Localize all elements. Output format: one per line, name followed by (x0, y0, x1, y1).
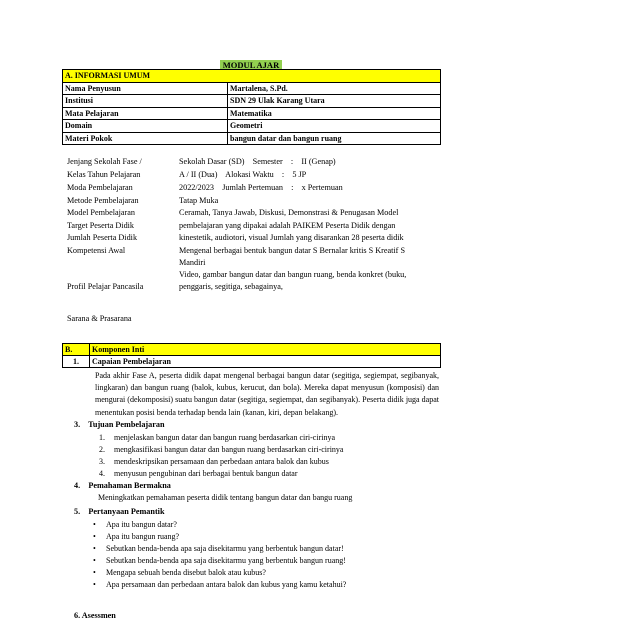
detail-label: Jenjang Sekolah Fase / (67, 157, 142, 166)
row-label: Materi Pokok (63, 132, 228, 145)
detail-value: 2022/2023 Jumlah Pertemuan : x Pertemuan (179, 183, 343, 192)
row-value: Martalena, S.Pd. (228, 82, 441, 95)
detail-value: Mandiri (179, 258, 206, 267)
list-item: Mengapa sebuah benda disebut balok atau kubus? (106, 568, 266, 577)
component-table (62, 343, 441, 368)
row-value: Geometri (228, 120, 441, 133)
list-item: Apa itu bangun ruang? (106, 532, 180, 541)
detail-label: Kelas Tahun Pelajaran (67, 170, 141, 179)
list-item: menyusun pengubinan dari berbagai bentuk bangun datar (114, 469, 298, 478)
bullet-icon: • (93, 520, 96, 529)
table-row (63, 107, 441, 120)
row-value: SDN 29 Ulak Karang Utara (228, 95, 441, 108)
table-row (63, 95, 441, 108)
row-label: Domain (63, 120, 228, 133)
detail-label: Moda Pembelajaran (67, 183, 133, 192)
detail-value: Ceramah, Tanya Jawab, Diskusi, Demonstrasi & Penugasan Model (179, 208, 399, 217)
bullet-icon: • (93, 556, 96, 565)
list-item: Apa itu bangun datar? (106, 520, 177, 529)
table-row (63, 120, 441, 133)
bullet-icon: • (93, 568, 96, 577)
detail-value: kinestetik, audiotori, visual Jumlah yang disarankan 28 peserta didik (179, 233, 404, 242)
list-num: 4. (99, 469, 105, 478)
detail-label: Target Peserta Didik (67, 221, 135, 230)
pemahaman-heading: 4. Pemahaman Bermakna (74, 481, 171, 490)
list-item: menjelaskan bangun datar dan bangun ruang berdasarkan ciri-cirinya (114, 433, 336, 442)
row-label: Institusi (63, 95, 228, 108)
detail-value: Sekolah Dasar (SD) Semester : II (Genap) (179, 157, 336, 166)
section-a-header: A. INFORMASI UMUM (63, 70, 441, 83)
bullet-icon: • (93, 544, 96, 553)
row-value: Matematika (228, 107, 441, 120)
row-value: bangun datar dan bangun ruang (228, 132, 441, 145)
table-row (63, 132, 441, 145)
bullet-icon: • (93, 532, 96, 541)
asesmen-heading: 6. Asessmen (74, 611, 116, 620)
row-label: Mata Pelajaran (63, 107, 228, 120)
list-item: Sebutkan benda-benda apa saja disekitarmu yang berbentuk bangun ruang! (106, 556, 346, 565)
detail-value: Mengenal berbagai bentuk bangun datar S Bernalar kritis S Kreatif S (179, 246, 405, 255)
pemahaman-text: Meningkatkan pemahaman peserta didik tentang bangun datar dan bangu ruang (98, 493, 353, 502)
list-num: 1. (99, 433, 105, 442)
list-num: 3. (99, 457, 105, 466)
list-num: 2. (99, 445, 105, 454)
section-b-num: B. (63, 344, 90, 356)
list-item: Sebutkan benda-benda apa saja disekitarmu yang berbentuk bangun datar! (106, 544, 344, 553)
sub-header: Capaian Pembelajaran (90, 356, 441, 368)
section-b-header: Komponen Inti (90, 344, 441, 356)
detail-value: penggaris, segitiga, sebagainya, (179, 282, 283, 291)
list-item: Apa persamaan dan perbedaan antara balok dan kubus yang kamu ketahui? (106, 580, 347, 589)
detail-value: A / II (Dua) Alokasi Waktu : 5 JP (179, 170, 307, 179)
detail-label: Metode Pembelajaran (67, 196, 139, 205)
document-title: MODUL AJAR (220, 60, 282, 70)
detail-label: Kompetensi Awal (67, 246, 126, 255)
sub-num: 1. (63, 356, 90, 368)
detail-label: Jumlah Peserta Didik (67, 233, 138, 242)
bullet-icon: • (93, 580, 96, 589)
detail-value: Tatap Muka (179, 196, 219, 205)
table-row (63, 82, 441, 95)
pertanyaan-heading: 5. Pertanyaan Pemantik (74, 507, 165, 516)
profil-label: Profil Pelajar Pancasila (67, 282, 144, 291)
detail-value: pembelajaran yang dipakai adalah PAIKEM Peserta Didik dengan (179, 221, 396, 230)
detail-value: Video, gambar bangun datar dan bangun ruang, benda konkret (buku, (179, 270, 407, 279)
info-table (62, 69, 441, 145)
tujuan-heading: 3. Tujuan Pembelajaran (74, 420, 165, 429)
detail-label: Model Pembelajaran (67, 208, 135, 217)
capaian-paragraph: Pada akhir Fase A, peserta didik dapat mengenal berbagai bangun datar (segitiga, segiempat, segibanyak, lingkaran) dan bangun ruang (balok, kubus, kerucut, dan bola). Mereka dapat menyusun (komposisi) dan mengurai (dekomposisi) suatu bangun datar (segitiga, segiempat, dan segibanyak). Peserta didik juga dapat menentukan posisi benda terhadap benda lain (kanan, kiri, depan belakang). (95, 371, 439, 417)
list-item: mendeskripsikan persamaan dan perbedaan antara balok dan kubus (114, 457, 329, 466)
sarana-label: Sarana & Prasarana (67, 314, 132, 323)
list-item: mengkasifikasi bangun datar dan bangun ruang berdasarkan ciri-cirinya (114, 445, 344, 454)
row-label: Nama Penyusun (63, 82, 228, 95)
